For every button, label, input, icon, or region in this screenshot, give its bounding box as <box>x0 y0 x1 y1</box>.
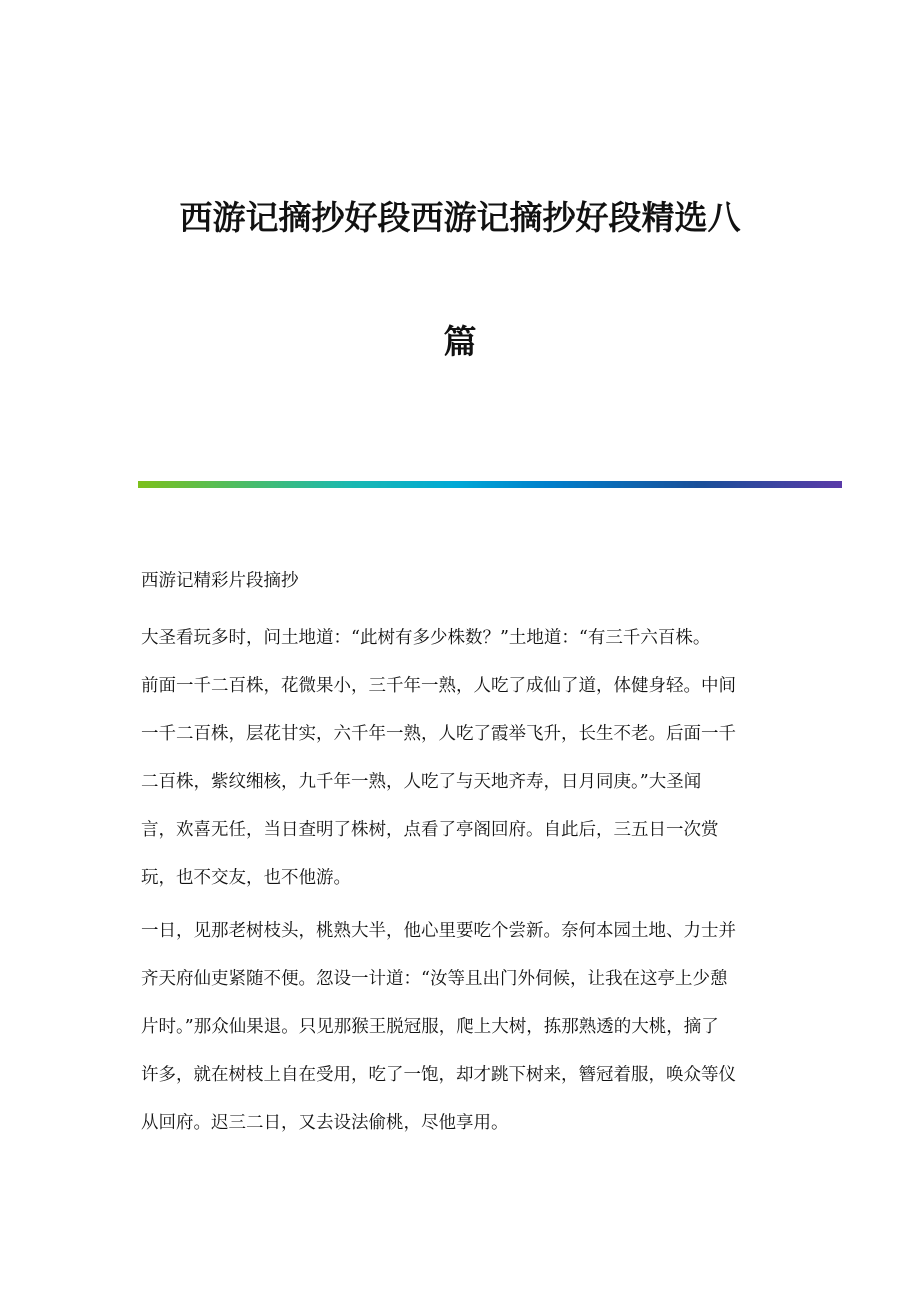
paragraph-line: 言，欢喜无任，当日查明了株树，点看了亭阁回府。自此后，三五日一次赏 <box>141 820 719 840</box>
paragraph <box>141 623 801 911</box>
paragraphs <box>141 623 801 1156</box>
paragraph-line: 二百株，紫纹缃核，九千年一熟，人吃了与天地齐寿，日月同庚。”大圣闻 <box>141 772 702 792</box>
paragraph-line: 一千二百株，层花甘实，六千年一熟，人吃了霞举飞升，长生不老。后面一千 <box>141 724 736 744</box>
paragraph-line: 大圣看玩多时，问土地道：“此树有多少株数？”土地道：“有三千六百株。 <box>141 628 711 648</box>
document-body <box>141 566 801 1161</box>
paragraph-line: 前面一千二百株，花微果小，三千年一熟，人吃了成仙了道，体健身轻。中间 <box>141 676 736 696</box>
paragraph-line: 玩，也不交友，也不他游。 <box>141 868 351 888</box>
document-title-line-2: 篇 <box>443 322 477 361</box>
gradient-divider <box>138 481 842 488</box>
paragraph-line: 从回府。迟三二日，又去设法偷桃，尽他享用。 <box>141 1113 509 1133</box>
paragraph-line: 片时。”那众仙果退。只见那猴王脱冠服，爬上大树，拣那熟透的大桃，摘了 <box>141 1017 719 1037</box>
paragraph-line: 一日，见那老树枝头，桃熟大半，他心里要吃个尝新。奈何本园土地、力士并 <box>141 921 736 941</box>
section-heading: 西游记精彩片段摘抄 <box>141 571 299 591</box>
paragraph-line: 齐天府仙吏紧随不便。忽设一计道：“汝等且出门外伺候，让我在这亭上少憩 <box>141 969 728 989</box>
paragraph-line: 许多，就在树枝上自在受用，吃了一饱，却才跳下树来，簪冠着服，唤众等仪 <box>141 1065 736 1085</box>
document-title-line-1: 西游记摘抄好段西游记摘抄好段精选八 <box>179 198 741 237</box>
paragraph <box>141 916 801 1156</box>
